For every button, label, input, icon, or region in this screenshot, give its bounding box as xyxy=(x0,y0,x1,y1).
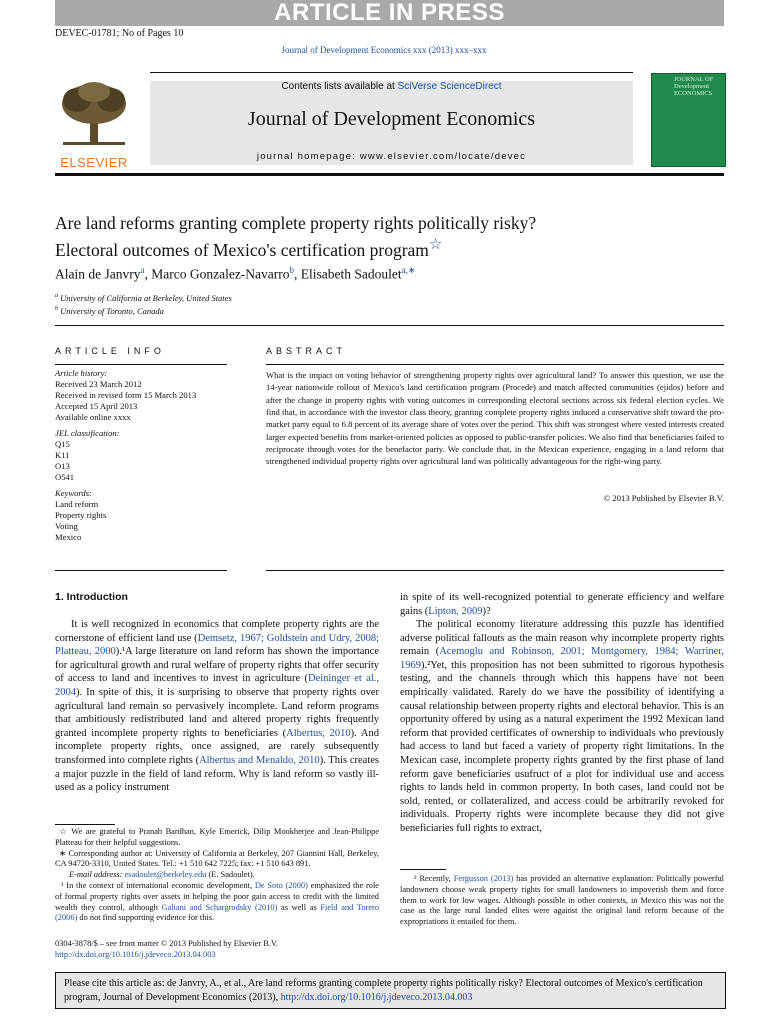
citation-link[interactable]: Demsetz, 1967; Goldstein and Udry, 2008; Platteau, 2000 xyxy=(55,632,379,658)
text-run: as well as xyxy=(277,902,321,912)
header-top-rule xyxy=(150,72,633,73)
author-name: Marco Gonzalez-Navarro xyxy=(151,266,290,282)
jel-code: O541 xyxy=(55,472,75,482)
affiliation-marker: a xyxy=(55,293,58,299)
affiliation-marker: b xyxy=(55,305,58,312)
citation-link[interactable]: Field and Torero (2006) xyxy=(55,902,380,923)
text-run: The political economy literature addressing this puzzle has identified adverse political fallouts as the main reason why incomplete property rights remain ( xyxy=(400,619,724,658)
text-run: in spite of its well-recognized potential to generate efficiency and welfare gains ( xyxy=(400,592,724,617)
journal-header-box xyxy=(150,81,633,165)
text-run: ). And incomplete property rights, once assigned, are rarely subsequently transformed into complete rights ( xyxy=(55,727,380,766)
text-run: ² Recently, xyxy=(414,874,454,883)
citation-link[interactable]: Acemoglu and Robinson, 2001; Montgomery, 1984; Warriner, 1969 xyxy=(400,646,725,671)
keyword: Voting xyxy=(55,521,78,531)
history-item: Received 23 March 2012 xyxy=(55,379,142,389)
jel-code: K11 xyxy=(55,450,70,460)
text-run: It is well recognized in economics that complete property rights are the cornerstone of efficient land use ( xyxy=(55,619,379,644)
article-info-rule xyxy=(55,364,227,365)
contents-line: Contents lists available at SciVerse ScienceDirect xyxy=(281,81,502,92)
acknowledgement-footnote: ☆ We are grateful to Pranab Bardhan, Kyle Emerick, Dilip Mookherjee and Jean-Philippe Platteau for their helpful suggestions. xyxy=(55,827,379,847)
elsevier-logo xyxy=(55,80,133,170)
affiliation-text: University of California at Berkeley, United States xyxy=(58,292,232,303)
header-bottom-rule xyxy=(55,173,724,176)
author-separator: , xyxy=(294,266,301,282)
author-affiliation-marker[interactable]: b xyxy=(289,265,295,275)
journal-title: Journal of Development Economics xyxy=(247,108,536,130)
document-id: DEVEC-01781; No of Pages 10 xyxy=(55,28,184,39)
article-info-bottom-rule xyxy=(55,570,227,571)
journal-cover-image xyxy=(651,73,726,167)
footnotes-left xyxy=(55,827,379,924)
keyword: Property rights xyxy=(55,510,107,520)
email-link[interactable]: esadoulet@berkeley.edu xyxy=(124,870,207,880)
footnote-rule-right xyxy=(400,869,446,870)
abstract-heading: ABSTRACT xyxy=(266,346,347,356)
author-separator: , xyxy=(144,266,152,282)
affiliations xyxy=(55,291,232,317)
affiliation xyxy=(55,291,232,304)
author-name: Elisabeth Sadoulet xyxy=(300,266,402,282)
email-line: E-mail address: esadoulet@berkeley.edu (E. Sadoulet). xyxy=(69,870,255,880)
affiliation-text: University of Toronto, Canada xyxy=(58,305,164,316)
footnote-rule-left xyxy=(55,824,115,825)
author-list xyxy=(55,265,415,283)
text-run: )? xyxy=(482,605,491,617)
citation-link[interactable]: De Soto (2000) xyxy=(254,880,308,890)
citation-link[interactable]: Lipton, 2009 xyxy=(428,605,483,617)
keyword: Mexico xyxy=(55,532,82,542)
publisher-name: ELSEVIER xyxy=(60,155,128,170)
article-title: Are land reforms granting complete property rights politically risky? Electoral outcomes of Mexico's certification program☆ xyxy=(55,213,537,260)
cover-title: JOURNAL OF Development ECONOMICS xyxy=(674,76,714,97)
introduction-heading: 1. Introduction xyxy=(55,591,128,603)
text-run: ¹ In the context of international economic development, xyxy=(61,880,255,890)
abstract-copyright: © 2013 Published by Elsevier B.V. xyxy=(603,493,724,503)
front-matter: 0304-3878/$ – see front matter © 2013 Published by Elsevier B.V. http://dx.doi.org/10.1016/j.jdeveco.2013.04.003 xyxy=(55,939,379,961)
jel-code: O13 xyxy=(55,461,70,471)
text-run: ). In spite of this, it is surprising to observe that property rights over agricultural land remain so pervasively incomplete. Land reform programs that ambitiously redistributed land and altered property rights frequently granted incomplete property rights to beneficiaries ( xyxy=(55,686,379,739)
keyword: Land reform xyxy=(55,499,99,509)
text-run: has provided an alternative explanation: Politically powerful landowners choose weak property rights for small landowners to impoverish them and force them to work for low wages. Although possible in other contexts, in Mexico this was not the case as the large rural landed elites were against the original land reform because of the expropriations it entailed for them. xyxy=(400,874,725,927)
article-info-heading: ARTICLE INFO xyxy=(55,346,165,356)
citation-doi-link[interactable]: http://dx.doi.org/10.1016/j.jdeveco.2013.04.003 xyxy=(280,991,473,1003)
abstract-bottom-rule xyxy=(266,570,724,571)
text-run: do not find supporting evidence for this. xyxy=(77,913,215,923)
affiliation-rule xyxy=(55,325,724,326)
text-run: ). This creates a major puzzle in the field of land reform. Why is land reform so vastly ill-used as a policy instrument xyxy=(55,754,379,794)
author-affiliation-marker[interactable]: a,∗ xyxy=(401,265,416,275)
keywords xyxy=(55,499,227,543)
jel-codes xyxy=(55,439,227,483)
journal-reference-link[interactable]: Journal of Development Economics xxx (2013) xxx–xxx xyxy=(281,45,487,55)
article-history xyxy=(55,379,227,423)
footnote-2 xyxy=(400,874,724,928)
history-item: Accepted 15 April 2013 xyxy=(55,401,138,411)
history-item: Received in revised form 15 March 2013 xyxy=(55,390,197,400)
sciencedirect-link[interactable]: SciVerse ScienceDirect xyxy=(397,81,502,92)
article-info: Article history: Received 23 March 2012 Received in revised form 15 March 2013 Accepted 15 April 2013 Available online xxxx JEL classification: Q15 K11 O13 O541 Keywords: Land reform Property rights Voting Mexico xyxy=(55,368,227,543)
corresponding-author-footnote: ∗ Corresponding author at: University of California at Berkeley, 207 Giannini Hall, Berkeley, CA 94720-3310, United States. Tel.: +1 510 642 7225; fax: +1 510 643 891. xyxy=(55,848,379,869)
citation-link[interactable]: Deininger et al., 2004 xyxy=(55,673,379,698)
citation-link[interactable]: Galiani and Schargrodsky (2010) xyxy=(161,902,278,912)
history-item: Available online xxxx xyxy=(55,412,131,422)
abstract-rule xyxy=(266,364,724,365)
doi-link[interactable]: http://dx.doi.org/10.1016/j.jdeveco.2013.04.003 xyxy=(55,949,216,959)
author-name: Alain de Janvry xyxy=(55,266,141,282)
introduction-right-paragraph-2 xyxy=(400,618,724,836)
footnote-1 xyxy=(55,881,379,924)
text-run: ).²Yet, this proposition has not been submitted to rigorous hypothesis testing, and the channels through which this happens have not been empirically validated. Rarely do we have the possibility of identifying a causal relationship between property rights and electoral behavior. This is an opportunity offered by using as a natural experiment the 1992 Mexican land reform that provided certificates of ownership to individuals who previously had access to land but faced a variety of property right limitations. In the Mexican case, incomplete property rights granted by the first phase of land reform gave beneficiaries usufruct of a plot for individual use and access rights to lands held in common property. In both cases, land could not be sold, rented, or collateralized, and access could be arbitrarily revoked for individuals. Property rights were incomplete because they did not give beneficiaries full rights to extract, xyxy=(400,659,724,834)
title-footnote-star[interactable]: ☆ xyxy=(428,237,443,253)
journal-homepage: journal homepage: www.elsevier.com/locate/devec xyxy=(256,151,527,162)
article-in-press-banner: ARTICLE IN PRESS xyxy=(55,0,724,26)
introduction-right-paragraph-1 xyxy=(400,591,724,618)
citation-link[interactable]: Fergusson (2013) xyxy=(453,874,514,883)
introduction-left-column xyxy=(55,618,379,795)
citation-box: Please cite this article as: de Janvry, A., et al., Are land reforms granting complete property rights politically risky? Electoral outcomes of Mexico's certification program, Journal of Development Economics (2013), http://dx.doi.org/10.1016/j.jdeveco.2013.04.003 xyxy=(55,972,726,1009)
citation-link[interactable]: Albertus and Menaldo, 2010 xyxy=(199,754,320,766)
abstract-text: What is the impact on voting behavior of strengthening property rights over agricultural land? To answer this question, we use the 14-year nationwide rollout of Mexico's land certification program (Procede) and match affected communities (ejidos) before and after the change in property rights with voting outcomes in corresponding electoral sections across six federal election cycles. We find that, in accordance with the investor class theory, granting complete property rights induced a conservative shift toward the pro-market party equal to 6.8 percent of its average share of votes over the period. This shift was strongest where vested interests created larger expected benefits from market-oriented policies as opposed to public-transfer policies. We also find that beneficiaries failed to reciprocate through votes for the benefactor party. We conclude that, in the Mexican experience, engaging in a land reform that strengthened individual property rights over agricultural land was politically advantageous for the right-wing party. xyxy=(266,370,724,467)
author-affiliation-marker[interactable]: a xyxy=(140,265,145,275)
elsevier-tree-icon xyxy=(55,80,133,148)
text-run: ).¹A large literature on land reform has shown the importance for agricultural growth and rural welfare of property rights that offer security of access to land and incentives to invest in agriculture ( xyxy=(55,646,379,685)
jel-code: Q15 xyxy=(55,439,70,449)
homepage-link[interactable]: www.elsevier.com/locate/devec xyxy=(359,151,527,162)
affiliation xyxy=(55,304,232,317)
text-run: emphasized the role of formal property rights over assets in helping the poor gain access to credit with the limited wealth they control, although xyxy=(55,880,380,912)
citation-link[interactable]: Albertus, 2010 xyxy=(286,727,351,739)
